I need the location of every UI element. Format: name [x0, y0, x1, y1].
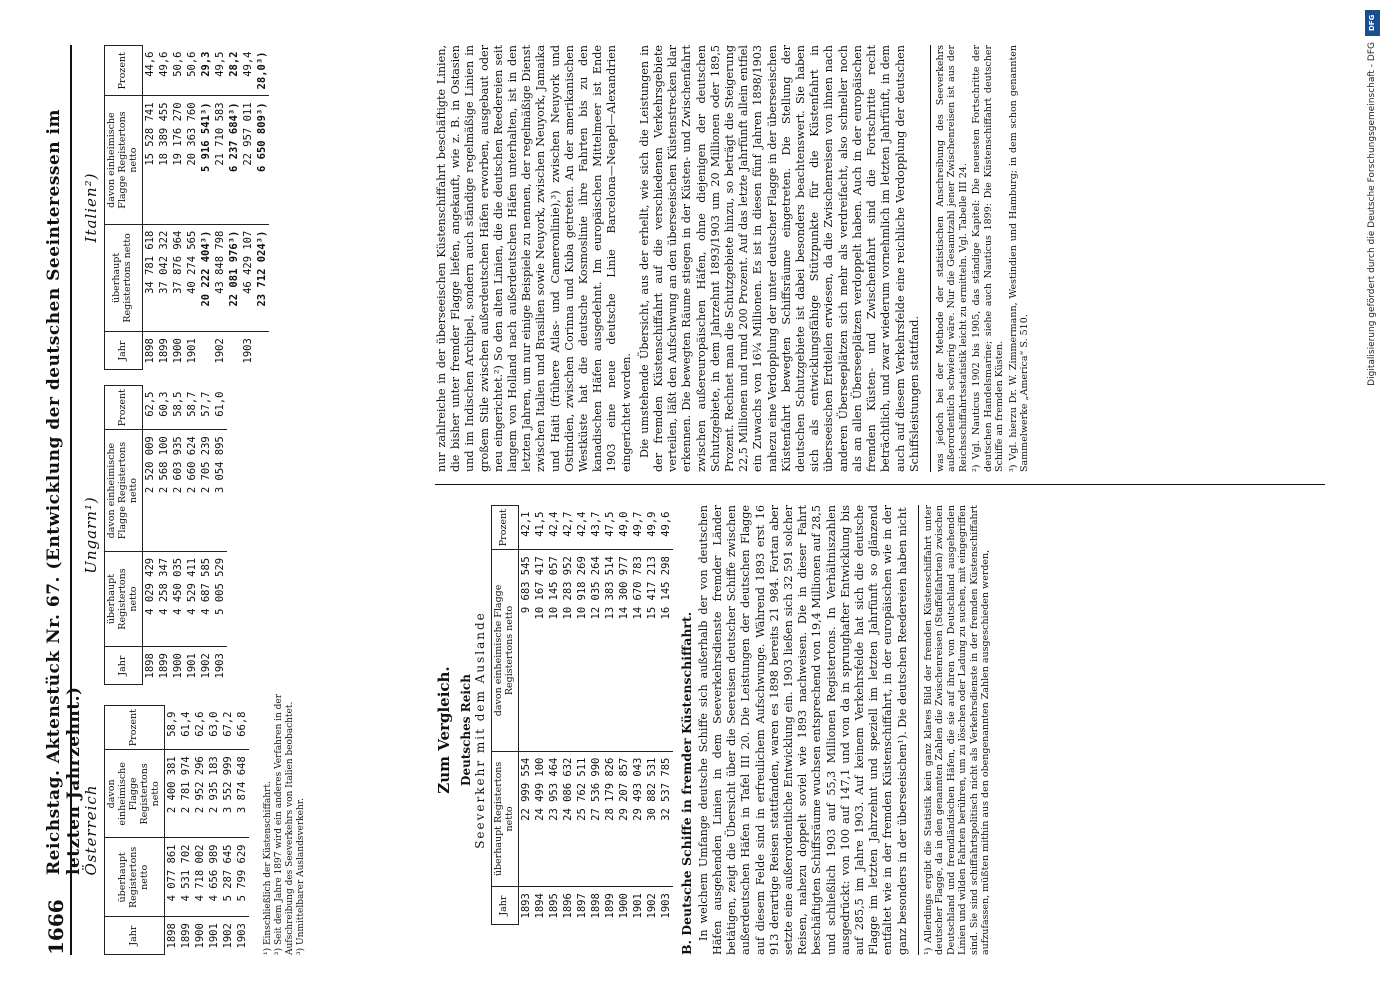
dfg-sidebar	[1365, 10, 1381, 990]
col-pct: Prozent	[105, 706, 165, 750]
percent-cell: 44,6	[142, 46, 157, 96]
footnote: ²) Seit dem Jahre 1897 wird ein anderes Verfahren in der Aufschreibung des Seeverkehrs von Italien beobachtet.	[273, 693, 295, 955]
own-flag-cell: 3 552 999	[221, 750, 235, 838]
own-flag-cell: 2 705 239	[199, 430, 213, 552]
table-row	[241, 46, 255, 370]
table-row	[221, 706, 235, 955]
table-row	[171, 46, 185, 370]
percent-cell: 62,6	[193, 706, 207, 750]
total-cell: 28 179 826	[603, 751, 617, 887]
year-cell: 1901	[185, 653, 198, 679]
table-row	[157, 386, 171, 685]
left-column	[435, 505, 1325, 955]
total-cell: 30 882 531	[645, 751, 659, 887]
percent-cell: 42,4	[575, 506, 589, 550]
percent-cell: 41,5	[533, 506, 547, 550]
right-footnote: was jedoch bei der Methode der statistischen Anschreibung des Seeverkehrs außerordentlich schwierig wäre. Nur die Gesamtzahl jener Zwischenreisen ist aus der Reichsschiffahrtsstatistik leicht zu ermitteln. Vgl. Tabelle III 24.	[934, 45, 969, 472]
col-total: überhaupt Registertons netto	[105, 838, 165, 917]
table-row	[199, 46, 213, 370]
own-flag-cell: 2 520 009	[142, 430, 157, 552]
own-flag-cell: 2 603 935	[171, 430, 185, 552]
col-total: überhaupt Registertons netto	[492, 751, 519, 887]
table-row	[227, 46, 241, 370]
total-cell: 4 656 989	[207, 838, 221, 917]
own-flag-cell: 21 710 583	[213, 96, 227, 224]
percent-cell: 42,1	[518, 506, 533, 550]
total-cell: 5 287 645	[221, 838, 235, 917]
table-row	[193, 706, 207, 955]
total-cell: 23 712 024³)	[255, 224, 269, 332]
year-cell: 1897	[575, 893, 588, 919]
total-cell: 4 077 861	[164, 838, 179, 917]
hungary-table	[104, 385, 227, 685]
own-flag-cell: 10 167 417	[533, 550, 547, 751]
right-column	[435, 45, 1325, 485]
percent-cell: 60,3	[157, 386, 171, 430]
rotated-page	[40, 45, 1360, 955]
year-cell	[255, 332, 269, 370]
table-row	[142, 46, 157, 370]
dfg-credit: Digitalisierung gefördert durch die Deutsche Forschungsgemeinschaft - DFG	[1367, 42, 1377, 386]
total-cell: 29 493 043	[631, 751, 645, 887]
italy-title: Italien²)	[82, 172, 100, 243]
percent-cell: 57,7	[199, 386, 213, 430]
col-year: Jahr	[105, 647, 143, 685]
footnote: ³) Unmittelbarer Auslandsverkehr.	[295, 798, 306, 955]
hungary-block	[80, 385, 310, 685]
table-row	[575, 506, 589, 925]
percent-cell: 49,5	[213, 46, 227, 96]
col-own: davon einheimische Flagge Registertons netto	[105, 430, 143, 552]
table-row	[164, 706, 179, 955]
right-footnote: ³) Vgl. hierzu Dr. W. Zimmermann, Westindien und Hamburg; in dem schon genannten Sammelwerke „America“ S. 510.	[1007, 45, 1031, 472]
total-cell: 20 222 404³)	[199, 224, 213, 332]
table-row	[213, 46, 227, 370]
table-row	[157, 46, 171, 370]
own-flag-cell: 6 237 684³)	[227, 96, 241, 224]
left-footnote: ¹) Allerdings ergibt die Statistik kein ganz klares Bild der fremden Küstenschiffahrt unter deutscher Flagge, da in den genannten Zahlen die Zwischenreisen (Staffelfahrten) zwischen Deutschland und fremdländischen Häfen, die sie auf ihren von Deutschland ausgehenden Linien und wilden Fahrten berühren, um zu löschen oder Ladung zu suchen, mit eingegriffen sind. Sie sind schiffahrtspolitisch nicht als Verkehrsdienste in der fremden Küstenschiffahrt aufzufassen, müßten mithin aus den obengenannten Zahlen ausgeschieden werden,	[922, 505, 992, 955]
percent-cell: 66,8	[235, 706, 249, 750]
table-row	[255, 46, 269, 370]
percent-cell: 61,4	[179, 706, 193, 750]
year-cell: 1903	[241, 338, 254, 364]
percent-cell: 61,0	[213, 386, 227, 430]
year-cell: 1903	[213, 653, 226, 679]
section-b-heading: B. Deutsche Schiffe in fremder Küstenschiffahrt.	[678, 611, 694, 955]
right-paragraph: Die umstehende Übersicht, aus der erhellt, wie sich die Leistungen in der fremden Küstenschiffahrt auf die verschiedenen Verkehrsgebiete verteilen, läßt den Aufschwung an den überseeischen Küstenstrecken klar erkennen. Die bewegten Räume stiegen in der Küsten- und Zwischenfahrt zwischen außereuropäischen Häfen, ohne diejenigen der deutschen Schutzgebiete, in dem Jahrzehnt 1893/1903 um 20 Millionen oder 189,5 Prozent. Rechnet man die Schutzgebiete hinzu, so beträgt die Steigerung 22,5 Millionen und rund 200 Prozent. Auf das letzte Jahrfünft allein entfiel ein Zuwachs von 16¼ Millionen. Es ist in diesen fünf Jahren 1898/1903 nahezu eine Verdopplung der unter deutscher Flagge in der überseeischen Küstenfahrt bewegten Schiffsräume eingetreten. Die Stellung der deutschen Schutzgebiete ist dabei besonders beachtenswert. Sie haben sich als entwicklungsfähige Stützpunkte für die Küstenfahrt in überseeischen Erdteilen erwiesen, da die Zwischenreisen von ihnen nach anderen Überseeplätzen sich mehr als verdreifacht, also schneller noch als an allen Überseeplätzen verdoppelt haben. Auch in der europäischen fremden Küsten- und Zwischenfahrt sind die Fortschritte recht beträchtlich, und zwar wiederum vornehmlich im letzten Jahrfünft, in dem auch auf diesem Verkehrsfelde eine reichliche Verdopplung der deutschen Schiffsleistungen stattfand.	[637, 45, 921, 472]
total-cell: 25 762 511	[575, 751, 589, 887]
table-row	[185, 46, 199, 370]
col-own: davon einheimische Flagge Registertons netto	[105, 750, 165, 838]
year-cell: 1902	[221, 923, 234, 949]
percent-cell: 29,3	[199, 46, 213, 96]
table-row	[518, 506, 533, 925]
percent-cell: 43,7	[589, 506, 603, 550]
percent-cell: 67,2	[221, 706, 235, 750]
own-flag-cell: 3 054 895	[213, 430, 227, 552]
right-paragraph: nur zahlreiche in der überseeischen Küstenschiffahrt beschäftigte Linien, die bisher unter fremder Flagge liefen, angekauft, wie z. B. in Ostasien und im Indischen Archipel, sondern auch ständige regelmäßige Linien in großem Stile zwischen außerdeutschen Häfen erworben, ausgebaut oder neu eingerichtet.²) So den alten Linien, die die deutschen Reedereien seit langem von Holland nach außerdeutschen Häfen unterhalten, ist in den letzten Jahren, um nur einige Beispiele zu nennen, der regelmäßige Dienst zwischen Italien und Brasilien sowie Neuyork, zwischen Neuyork, Jamaika und Haiti (frühere Atlas- und Cameronlinie),³) zwischen Neuyork und Ostindien, zwischen Corinna und Kuba getreten. An der amerikanischen Westküste hat die deutsche Kosmoslinie ihre Fahrten bis zu den kanadischen Häfen ausgedehnt. Im europäischen Mittelmeer ist Ende 1903 eine neue deutsche Linie Barcelona—Neapel—Alexandrien eingerichtet worden.	[435, 45, 633, 472]
percent-cell: 49,4	[241, 46, 255, 96]
own-flag-cell: 5 916 541³)	[199, 96, 213, 224]
year-cell: 1900	[171, 338, 184, 364]
own-flag-cell: 22 957 011	[241, 96, 255, 224]
total-cell: 43 848 798	[213, 224, 227, 332]
year-cell: 1901	[207, 923, 220, 949]
table-row	[533, 506, 547, 925]
year-cell: 1900	[171, 653, 184, 679]
percent-cell: 63,0	[207, 706, 221, 750]
table-row	[142, 386, 157, 685]
total-cell: 23 953 464	[547, 751, 561, 887]
total-cell: 4 718 002	[193, 838, 207, 917]
total-cell: 4 531 702	[179, 838, 193, 917]
table-row	[589, 506, 603, 925]
table-row	[547, 506, 561, 925]
own-flag-cell: 14 300 977	[617, 550, 631, 751]
year-cell: 1899	[157, 653, 170, 679]
year-cell: 1900	[617, 893, 630, 919]
table-row	[603, 506, 617, 925]
comparison-heading: Zum Vergleich.	[435, 666, 453, 794]
total-cell: 32 537 785	[659, 751, 673, 887]
right-footnote-block	[930, 45, 1031, 472]
percent-cell: 58,5	[171, 386, 185, 430]
year-cell	[227, 332, 241, 370]
own-flag-cell: 6 650 809³)	[255, 96, 269, 224]
year-cell: 1898	[143, 338, 156, 364]
comparison-subheading: Deutsches Reich	[459, 674, 473, 786]
germany-table	[491, 505, 673, 925]
table-row	[631, 506, 645, 925]
percent-cell: 42,7	[561, 506, 575, 550]
total-cell: 22 081 976³)	[227, 224, 241, 332]
total-cell: 4 450 035	[171, 551, 185, 646]
own-flag-cell: 16 145 298	[659, 550, 673, 751]
percent-cell: 49,6	[157, 46, 171, 96]
col-pct: Prozent	[105, 46, 143, 96]
table-row	[645, 506, 659, 925]
total-cell: 37 876 964	[171, 224, 185, 332]
own-flag-cell: 15 528 741	[142, 96, 157, 224]
percent-cell: 28,2	[227, 46, 241, 96]
total-cell: 40 274 565	[185, 224, 199, 332]
table-row	[617, 506, 631, 925]
own-flag-cell: 19 176 270	[171, 96, 185, 224]
year-cell: 1898	[589, 893, 602, 919]
page-title: Reichstag. Aktenstück Nr. 67. (Entwicklung der deutschen Seeinteressen im letzten Jahrzehnt.)	[44, 108, 84, 875]
own-flag-cell: 10 283 952	[561, 550, 575, 751]
year-cell: 1900	[193, 923, 206, 949]
percent-cell: 28,0³)	[255, 46, 269, 96]
total-cell: 4 529 411	[185, 551, 199, 646]
own-flag-cell: 2 660 624	[185, 430, 199, 552]
own-flag-cell: 2 952 296	[193, 750, 207, 838]
own-flag-cell: 14 670 783	[631, 550, 645, 751]
percent-cell: 42,4	[547, 506, 561, 550]
total-cell: 22 999 554	[518, 751, 533, 887]
total-cell: 37 042 322	[157, 224, 171, 332]
comparison-subsubheading: Seeverkehr mit dem Auslande	[473, 611, 487, 849]
percent-cell: 50,6	[171, 46, 185, 96]
col-year: Jahr	[105, 917, 165, 955]
year-cell: 1898	[165, 923, 178, 949]
col-total: überhaupt Registertons netto	[105, 551, 143, 646]
percent-cell: 62,5	[142, 386, 157, 430]
percent-cell: 49,0	[617, 506, 631, 550]
table-row	[207, 706, 221, 955]
total-cell: 5 799 629	[235, 838, 249, 917]
total-cell: 46 429 107	[241, 224, 255, 332]
year-cell: 1898	[143, 653, 156, 679]
total-cell: 24 499 100	[533, 751, 547, 887]
own-flag-cell: 2 400 381	[164, 750, 179, 838]
total-cell: 34 781 618	[142, 224, 157, 332]
table-row	[561, 506, 575, 925]
own-flag-cell: 2 781 974	[179, 750, 193, 838]
year-cell: 1896	[561, 893, 574, 919]
percent-cell: 50,6	[185, 46, 199, 96]
dfg-logo: DFG	[1365, 10, 1380, 36]
year-cell: 1893	[519, 893, 532, 919]
left-footnote-block	[918, 505, 992, 955]
total-cell: 24 086 632	[561, 751, 575, 887]
country-tables	[80, 45, 390, 955]
own-flag-cell: 10 145 057	[547, 550, 561, 751]
year-cell: 1894	[533, 893, 546, 919]
table-row	[235, 706, 249, 955]
total-cell: 4 029 429	[142, 551, 157, 646]
right-footnote: ²) Vgl. Nauticus 1902 bis 1905, das ständige Kapitel: Die neuesten Fortschritte der deutschen Handelsmarine; siehe auch Nauticus 1899: Die Küstenschiffahrt deutscher Schiffe an fremden Küsten.	[971, 45, 1006, 472]
total-cell: 5 005 529	[213, 551, 227, 646]
own-flag-cell: 18 389 455	[157, 96, 171, 224]
table-row	[659, 506, 673, 925]
own-flag-cell: 15 417 213	[645, 550, 659, 751]
col-own: davon einheimische Flagge Registertons netto	[105, 96, 143, 224]
footnote: ¹) Einschließlich der Küstenschiffahrt.	[262, 781, 273, 955]
percent-cell: 58,9	[164, 706, 179, 750]
year-cell: 1903	[235, 923, 248, 949]
section-b-paragraph: In welchem Umfange deutsche Schiffe sich außerhalb der von deutschen Häfen ausgehenden Linien in dem Seeverkehrsdienste fremder Länder betätigen, zeigt die Übersicht über die Seereisen deutscher Schiffe zwischen außerdeutschen Häfen in Tafel III 20. Die Leistungen der deutschen Flagge auf diesem Felde sind in erfreulichem Aufschwunge. Während 1893 erst 16 913 derartige Reisen stattfanden, waren es 1898 bereits 21 984. Fortan aber setzte eine außerordentliche Entwicklung ein. 1903 ließen sich 32 591 solcher Reisen, nahezu doppelt soviel wie 1893 nachweisen. Die in dieser Fahrt beschäftigten Schiffsräume wuchsen entsprechend von 19,4 Millionen auf 28,5 und schließlich 1903 auf 55,3 Millionen Registertons. In Verhältniszahlen ausgedrückt: von 100 auf 147,1 und von da in sprunghafter Entwicklung bis auf 285,5 im Jahre 1903. Auf keinem Verkehrsfelde hat sich die deutsche Flagge im letzten Jahrzehnt und speziell im letzten Jahrfünft so glänzend entfaltet wie in der fremden Küstenschiffahrt, in der europäischen wie in der ganz besonders in der überseeischen¹). Die deutschen Reedereien haben nicht	[696, 505, 909, 955]
page-header	[40, 45, 84, 955]
year-cell: 1899	[179, 923, 192, 949]
total-cell: 27 536 990	[589, 751, 603, 887]
hungary-title: Ungarn¹)	[82, 496, 100, 574]
table-row	[213, 386, 227, 685]
percent-cell: 49,6	[659, 506, 673, 550]
own-flag-cell: 10 918 269	[575, 550, 589, 751]
austria-footnotes	[263, 655, 307, 955]
table-row	[171, 386, 185, 685]
percent-cell: 49,7	[631, 506, 645, 550]
year-cell: 1902	[213, 338, 226, 364]
year-cell: 1903	[659, 893, 672, 919]
percent-cell: 58,7	[185, 386, 199, 430]
col-pct: Prozent	[105, 386, 143, 430]
own-flag-cell: 20 363 760	[185, 96, 199, 224]
austria-block	[80, 693, 310, 955]
own-flag-cell: 2 935 183	[207, 750, 221, 838]
year-cell: 1899	[157, 338, 170, 364]
austria-table	[104, 705, 249, 955]
own-flag-cell: 3 874 648	[235, 750, 249, 838]
page-number: 1666	[44, 899, 68, 955]
col-own: davon einheimische Flagge Registertons netto	[492, 550, 519, 751]
table-row	[199, 386, 213, 685]
italy-block	[80, 45, 310, 370]
table-row	[179, 706, 193, 955]
year-cell: 1901	[185, 338, 198, 364]
table-row	[185, 386, 199, 685]
own-flag-cell: 2 568 100	[157, 430, 171, 552]
own-flag-cell: 9 683 545	[518, 550, 533, 751]
total-cell: 4 687 585	[199, 551, 213, 646]
italy-table	[104, 45, 269, 370]
col-total: überhaupt Registertons netto	[105, 224, 143, 332]
own-flag-cell: 13 383 514	[603, 550, 617, 751]
percent-cell: 49,9	[645, 506, 659, 550]
year-cell: 1895	[547, 893, 560, 919]
year-cell: 1902	[645, 893, 658, 919]
total-cell: 4 258 347	[157, 551, 171, 646]
col-year: Jahr	[492, 887, 519, 925]
year-cell: 1901	[631, 893, 644, 919]
year-cell: 1902	[199, 653, 212, 679]
own-flag-cell: 12 035 264	[589, 550, 603, 751]
col-pct: Prozent	[492, 506, 519, 550]
col-year: Jahr	[105, 332, 143, 370]
percent-cell: 47,5	[603, 506, 617, 550]
austria-title: Österreich	[82, 784, 100, 876]
year-cell	[199, 332, 213, 370]
total-cell: 29 207 857	[617, 751, 631, 887]
year-cell: 1899	[603, 893, 616, 919]
